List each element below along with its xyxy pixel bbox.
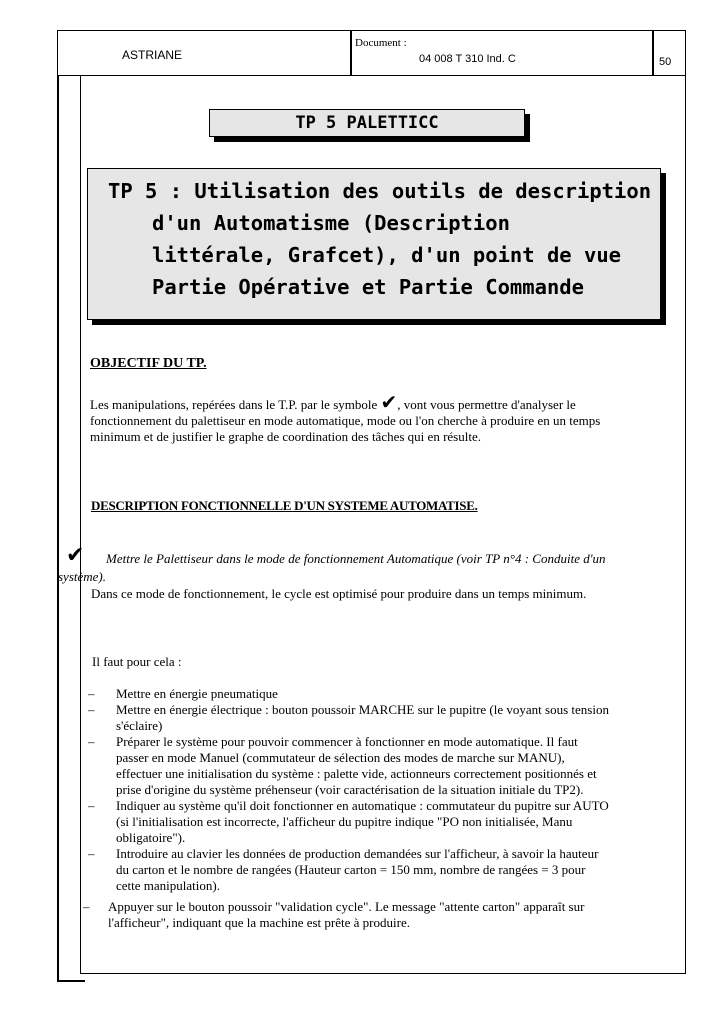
header-divider bbox=[350, 31, 352, 75]
objective-text: Les manipulations, repérées dans le T.P. par le symbole bbox=[90, 397, 378, 412]
description-text: Dans ce mode de fonctionnement, le cycle est optimisé pour produire dans un temps minimum. bbox=[91, 586, 587, 601]
subtitle-line: littérale, Grafcet), d'un point de vue bbox=[152, 243, 621, 267]
document-reference: 04 008 T 310 Ind. C bbox=[419, 53, 516, 65]
frame-bottom-border bbox=[57, 980, 85, 982]
step-text: obligatoire"). bbox=[116, 830, 186, 845]
step-text: (si l'initialisation est incorrecte, l'afficheur du pupitre indique "PO non initialisée, Manu bbox=[116, 814, 573, 829]
company-name: ASTRIANE bbox=[122, 48, 183, 62]
document-label: Document : bbox=[355, 37, 407, 49]
check-icon: ✔ bbox=[66, 542, 85, 567]
step-text: s'éclaire) bbox=[116, 718, 163, 733]
step-text: effectuer une initialisation du système : palette vide, actionneurs correctement positionnés et bbox=[116, 766, 597, 781]
list-item bbox=[83, 798, 693, 846]
step-text: prise d'origine du système préhenseur (voir caractérisation de la situation initiale du TP2). bbox=[116, 782, 584, 797]
objective-text: fonctionnement du palettiseur en mode automatique, mode ou l'on cherche à produire en un temps bbox=[90, 413, 601, 428]
objective-heading: OBJECTIF DU TP. bbox=[90, 356, 207, 371]
objective-paragraph bbox=[90, 392, 690, 445]
step-text: Préparer le système pour pouvoir commencer à fonctionner en mode automatique. Il faut bbox=[116, 734, 578, 749]
description-italic-text: système). bbox=[58, 569, 107, 584]
subtitle-line: Partie Opérative et Partie Commande bbox=[152, 275, 584, 299]
header-divider bbox=[652, 31, 654, 75]
frame-left-border bbox=[57, 76, 59, 981]
steps-intro: Il faut pour cela : bbox=[92, 654, 182, 669]
dash-bullet: – bbox=[88, 846, 95, 861]
step-text: du carton et le nombre de rangées (Hauteur carton = 150 mm, nombre de rangées = 3 pour bbox=[116, 862, 586, 877]
dash-bullet: – bbox=[88, 702, 95, 717]
dash-bullet: – bbox=[88, 798, 95, 813]
list-item bbox=[83, 686, 693, 702]
description-heading: DESCRIPTION FONCTIONNELLE D'UN SYSTEME AUTOMATISE. bbox=[91, 498, 478, 513]
step-text: Appuyer sur le bouton poussoir "validation cycle". Le message "attente carton" apparaît sur bbox=[108, 899, 585, 914]
dash-bullet: – bbox=[88, 686, 95, 701]
steps-list bbox=[83, 686, 693, 894]
page-header bbox=[57, 30, 686, 76]
step-text: Introduire au clavier les données de production demandées sur l'afficheur, à savoir la hauteur bbox=[116, 846, 599, 861]
objective-text: minimum et de justifier le graphe de coordination des tâches qui en résulte. bbox=[90, 429, 481, 444]
subtitle-box bbox=[87, 168, 661, 320]
step-text: Mettre en énergie électrique : bouton poussoir MARCHE sur le pupitre (le voyant sous tension bbox=[116, 702, 609, 717]
step-text: l'afficheur", indiquant que la machine est prête à produire. bbox=[108, 915, 410, 930]
objective-text: , vont vous permettre d'analyser le bbox=[397, 397, 576, 412]
description-italic-text: Mettre le Palettiseur dans le mode de fonctionnement Automatique (voir TP n°4 : Conduite d'un bbox=[106, 551, 606, 566]
subtitle-line: TP 5 : Utilisation des outils de description bbox=[108, 179, 652, 203]
step-text: Indiquer au système qu'il doit fonctionner en automatique : commutateur du pupitre sur AUTO bbox=[116, 798, 609, 813]
subtitle-line: d'un Automatisme (Description bbox=[152, 211, 510, 235]
list-item bbox=[83, 734, 693, 798]
check-icon: ✔ bbox=[380, 392, 398, 414]
page-number: 50 bbox=[659, 56, 672, 68]
step-text: Mettre en énergie pneumatique bbox=[116, 686, 278, 701]
dash-bullet: – bbox=[83, 899, 90, 914]
list-item bbox=[83, 846, 693, 894]
list-item bbox=[83, 702, 693, 734]
dash-bullet: – bbox=[88, 734, 95, 749]
page-title: TP 5 PALETTICC bbox=[209, 109, 525, 137]
step-text: passer en mode Manuel (commutateur de sélection des modes de marche sur MANU), bbox=[116, 750, 565, 765]
step-text: cette manipulation). bbox=[116, 878, 220, 893]
